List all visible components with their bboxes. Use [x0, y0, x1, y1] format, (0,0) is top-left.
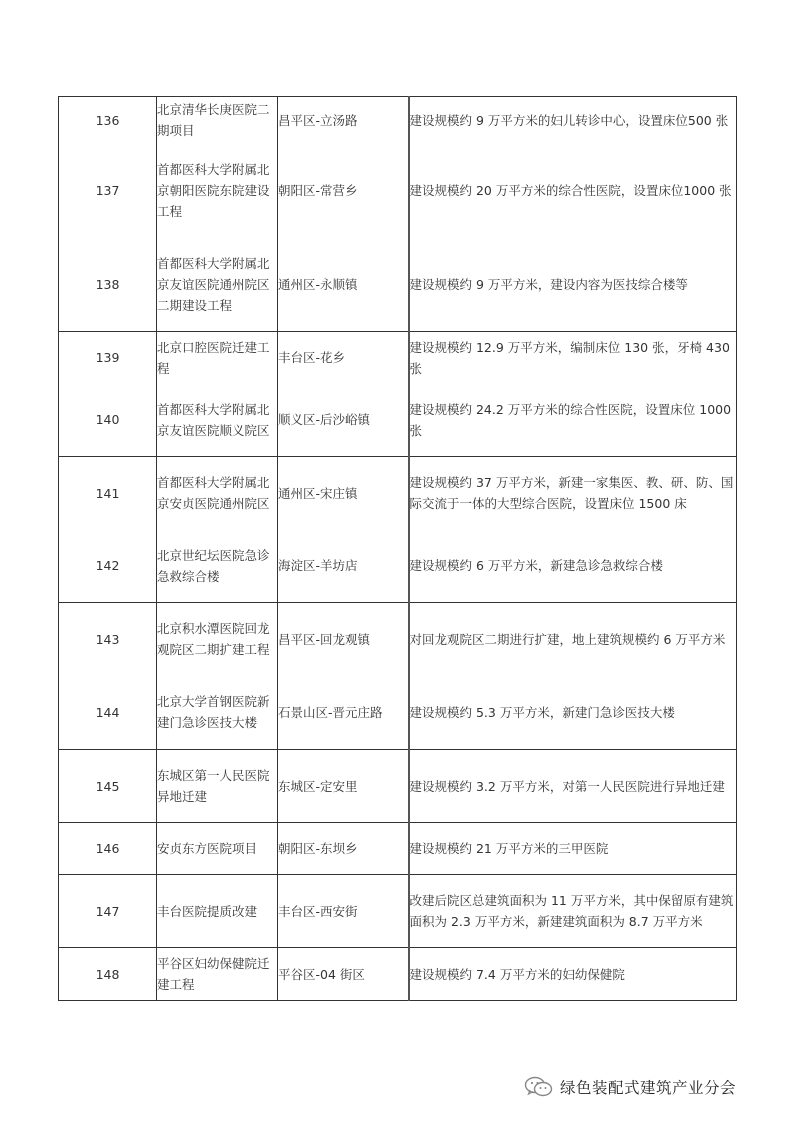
table-row	[59, 875, 737, 948]
project-description: 建设规模约 9 万平方米，建设内容为医技综合楼等	[409, 238, 737, 332]
project-name: 东城区第一人民医院异地迁建	[157, 750, 278, 823]
project-name: 首都医科大学附属北京朝阳医院东院建设工程	[157, 144, 278, 238]
row-number: 142	[59, 530, 157, 603]
row-number: 147	[59, 875, 157, 948]
table-row	[59, 384, 737, 457]
table-row	[59, 238, 737, 332]
project-description: 建设规模约 6 万平方米，新建急诊急救综合楼	[409, 530, 737, 603]
project-location: 平谷区-04 街区	[278, 948, 409, 1001]
table-row	[59, 530, 737, 603]
row-number: 138	[59, 238, 157, 332]
wechat-icon	[524, 1075, 554, 1099]
project-location: 海淀区-羊坊店	[278, 530, 409, 603]
row-number: 140	[59, 384, 157, 457]
project-name: 北京世纪坛医院急诊急救综合楼	[157, 530, 278, 603]
project-name: 安贞东方医院项目	[157, 823, 278, 875]
project-location: 石景山区-晋元庄路	[278, 676, 409, 750]
table-body	[59, 97, 737, 1001]
project-name: 首都医科大学附属北京友谊医院通州院区二期建设工程	[157, 238, 278, 332]
table-row	[59, 457, 737, 530]
row-number: 144	[59, 676, 157, 750]
table-row	[59, 332, 737, 384]
project-location: 朝阳区-东坝乡	[278, 823, 409, 875]
project-name: 北京大学首钢医院新建门急诊医技大楼	[157, 676, 278, 750]
project-name: 北京口腔医院迁建工程	[157, 332, 278, 384]
project-location: 昌平区-立汤路	[278, 97, 409, 144]
project-location: 通州区-宋庄镇	[278, 457, 409, 530]
row-number: 139	[59, 332, 157, 384]
project-location: 丰台区-西安街	[278, 875, 409, 948]
project-description: 建设规模约 5.3 万平方米，新建门急诊医技大楼	[409, 676, 737, 750]
row-number: 137	[59, 144, 157, 238]
project-description: 建设规模约 9 万平方米的妇儿转诊中心，设置床位500 张	[409, 97, 737, 144]
table-row	[59, 948, 737, 1001]
project-location: 通州区-永顺镇	[278, 238, 409, 332]
table-row	[59, 750, 737, 823]
project-description: 建设规模约 20 万平方米的综合性医院，设置床位1000 张	[409, 144, 737, 238]
row-number: 145	[59, 750, 157, 823]
project-name: 首都医科大学附属北京安贞医院通州院区	[157, 457, 278, 530]
project-description: 建设规模约 24.2 万平方米的综合性医院，设置床位 1000 张	[409, 384, 737, 457]
row-number: 136	[59, 97, 157, 144]
project-description: 建设规模约 21 万平方米的三甲医院	[409, 823, 737, 875]
project-description: 建设规模约 7.4 万平方米的妇幼保健院	[409, 948, 737, 1001]
project-name: 北京积水潭医院回龙观院区二期扩建工程	[157, 603, 278, 676]
project-description: 建设规模约 12.9 万平方米，编制床位 130 张，牙椅 430 张	[409, 332, 737, 384]
account-name: 绿色装配式建筑产业分会	[560, 1079, 737, 1097]
project-location: 顺义区-后沙峪镇	[278, 384, 409, 457]
project-description: 改建后院区总建筑面积为 11 万平方米，其中保留原有建筑面积为 2.3 万平方米，新建建筑面积为 8.7 万平方米	[409, 875, 737, 948]
table-row	[59, 603, 737, 676]
project-description: 建设规模约 37 万平方米，新建一家集医、教、研、防、国际交流于一体的大型综合医院，设置床位 1500 床	[409, 457, 737, 530]
row-number: 146	[59, 823, 157, 875]
project-name: 北京清华长庚医院二期项目	[157, 97, 278, 144]
project-location: 东城区-定安里	[278, 750, 409, 823]
project-location: 昌平区-回龙观镇	[278, 603, 409, 676]
hospital-projects-table	[58, 96, 737, 1001]
project-description: 建设规模约 3.2 万平方米，对第一人民医院进行异地迁建	[409, 750, 737, 823]
row-number: 141	[59, 457, 157, 530]
row-number: 148	[59, 948, 157, 1001]
project-name: 首都医科大学附属北京友谊医院顺义院区	[157, 384, 278, 457]
watermark	[524, 1072, 774, 1102]
project-name: 平谷区妇幼保健院迁建工程	[157, 948, 278, 1001]
table-row	[59, 144, 737, 238]
project-description: 对回龙观院区二期进行扩建，地上建筑规模约 6 万平方米	[409, 603, 737, 676]
project-location: 朝阳区-常营乡	[278, 144, 409, 238]
table-row	[59, 97, 737, 144]
table-row	[59, 823, 737, 875]
project-name: 丰台医院提质改建	[157, 875, 278, 948]
table-row	[59, 676, 737, 750]
project-location: 丰台区-花乡	[278, 332, 409, 384]
row-number: 143	[59, 603, 157, 676]
